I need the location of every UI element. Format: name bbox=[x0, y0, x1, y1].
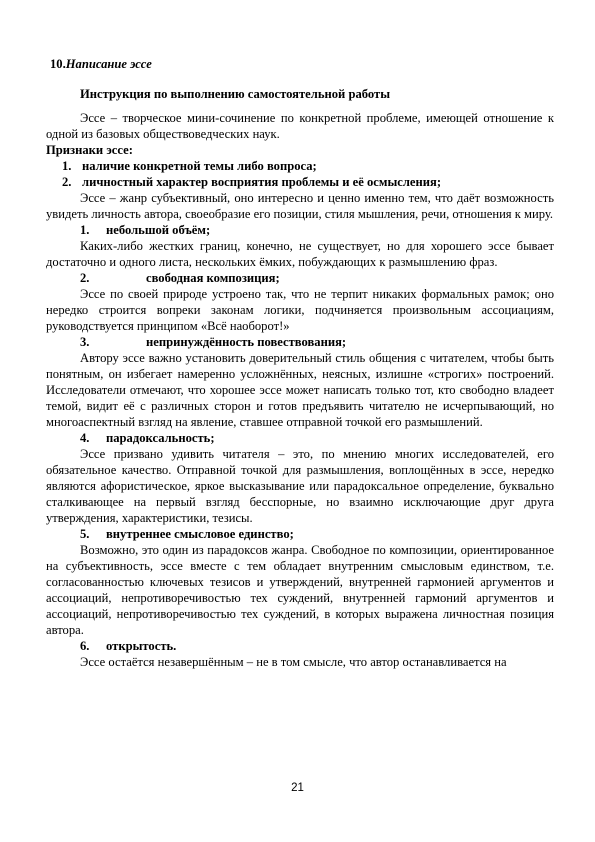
section-heading bbox=[50, 56, 554, 72]
feature-title: непринуждённость повествования; bbox=[146, 335, 347, 349]
intro-paragraph: Эссе – творческое мини-сочинение по конкретной проблеме, имеющей отношение к одной из базовых обществоведческих наук. bbox=[46, 111, 554, 141]
page-number: 21 bbox=[291, 782, 304, 794]
instruction-title: Инструкция по выполнению самостоятельной работы bbox=[80, 87, 391, 101]
feature-number: 5. bbox=[80, 527, 90, 541]
feature-item-1 bbox=[46, 158, 554, 174]
feature-item-7 bbox=[46, 526, 554, 542]
section-number: 10. bbox=[50, 57, 66, 71]
features-title: Признаки эссе: bbox=[46, 143, 133, 157]
feature-number: 1. bbox=[80, 223, 90, 237]
section-title: Написание эссе bbox=[65, 57, 152, 71]
feature-number: 1. bbox=[62, 159, 72, 173]
feature-text: Эссе призвано удивить читателя – это, по мнению многих исследователей, его обязательное качество. Отправной точкой для размышления, воплощённых в эссе, нередко являются афористическое, яркое высказывание или парадоксальное определение, буквально сталкивающее на первый взгляд бесспорные, но взаимно исключающие друг друга утверждения, характеристики, тезисы. bbox=[46, 447, 554, 525]
feature-title: личностный характер восприятия проблемы и её осмысления; bbox=[82, 175, 442, 189]
feature-text: Возможно, это один из парадоксов жанра. Свободное по композиции, ориентированное на субъективность, эссе вместе с тем обладает внутренним смысловым единством, т.е. согласованностью ключевых тезисов и утверждений, внутренней гармонией аргументов и ассоциаций, непротиворечивостью тех суждений, внутренней гармоний аргументов и ассоциаций, непротиворечивостью тех суждений, в которых выражена личностная позиция автора. bbox=[46, 543, 554, 637]
feature-item-5 bbox=[46, 334, 554, 350]
feature-number: 6. bbox=[80, 639, 90, 653]
feature-item-2 bbox=[46, 174, 554, 190]
feature-text: Каких-либо жестких границ, конечно, не существует, но для хорошего эссе бывает достаточно и одного листа, нескольких ёмких, побуждающих к размышлению фраз. bbox=[46, 239, 554, 269]
feature-text: Эссе по своей природе устроено так, что не терпит никаких формальных рамок; оно нередко строится вопреки законам логики, подчиняется произвольным ассоциациям, руководствуется принципом «Всё наоборот!» bbox=[46, 287, 554, 333]
feature-number: 3. bbox=[80, 335, 90, 349]
feature-title: внутреннее смысловое единство; bbox=[106, 527, 294, 541]
feature-text: Автору эссе важно установить доверительный стиль общения с читателем, чтобы быть понятным, он избегает намеренно усложнённых, неясных, излишне «строгих» построений. Исследователи отмечают, что хорошее эссе может написать только тот, кто свободно владеет темой, видит её с различных сторон и готов предъявить читателю не исчерпывающий, но многоаспектный взгляд на явление, ставшее отправной точкой его размышлений. bbox=[46, 351, 554, 429]
page-content bbox=[46, 56, 554, 670]
feature-title: открытость. bbox=[106, 639, 177, 653]
feature-title: наличие конкретной темы либо вопроса; bbox=[82, 159, 317, 173]
feature-number: 2. bbox=[62, 175, 72, 189]
feature-title: небольшой объём; bbox=[106, 223, 211, 237]
feature-title: парадоксальность; bbox=[106, 431, 215, 445]
feature-title: свободная композиция; bbox=[146, 271, 280, 285]
feature-number: 4. bbox=[80, 431, 90, 445]
feature-text: Эссе – жанр субъективный, оно интересно и ценно именно тем, что даёт возможность увидеть личность автора, своеобразие его позиции, стиля мышления, речи, отношения к миру. bbox=[46, 191, 554, 221]
feature-text: Эссе остаётся незавершённым – не в том смысле, что автор останавливается на bbox=[80, 655, 507, 669]
feature-item-6 bbox=[46, 430, 554, 446]
feature-item-4 bbox=[46, 270, 554, 286]
feature-number: 2. bbox=[80, 271, 90, 285]
feature-item-3 bbox=[46, 222, 554, 238]
feature-item-8 bbox=[46, 638, 554, 654]
